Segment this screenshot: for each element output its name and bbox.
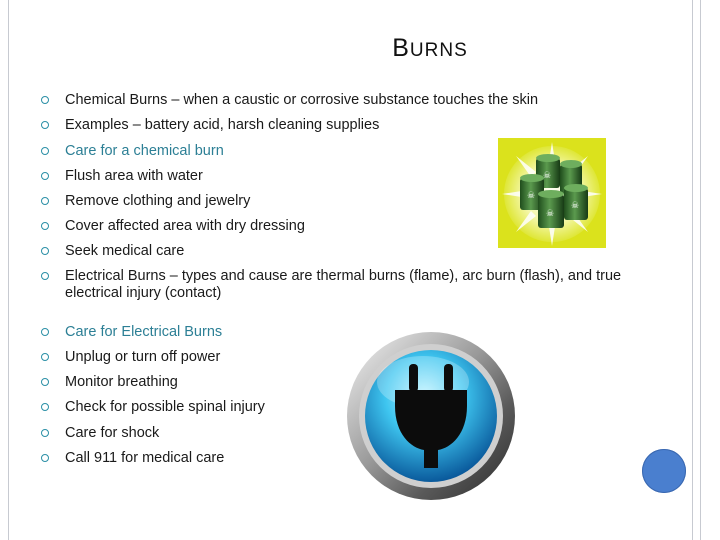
bullet-marker-icon <box>41 121 49 129</box>
bullet-text: Care for a chemical burn <box>65 143 224 159</box>
bullet-marker-icon <box>41 328 49 336</box>
bullet-item <box>41 349 641 366</box>
bullet-item <box>41 324 641 341</box>
frame-line-left <box>8 0 9 540</box>
bullet-item <box>41 117 641 134</box>
bullet-marker-icon <box>41 429 49 437</box>
toxic-barrels-icon <box>498 138 606 248</box>
bullet-text: Care for shock <box>65 425 160 441</box>
bullet-item <box>41 425 641 442</box>
bullet-text: Unplug or turn off power <box>65 349 221 365</box>
corner-decoration-circle <box>642 449 686 493</box>
bullet-marker-icon <box>41 96 49 104</box>
bullet-marker-icon <box>41 403 49 411</box>
bullet-item <box>41 450 641 467</box>
bullet-text: Cover affected area with dry dressing <box>65 218 305 234</box>
bullet-text: Examples – battery acid, harsh cleaning supplies <box>65 117 380 133</box>
bullet-text: Seek medical care <box>65 243 185 259</box>
slide-title <box>0 34 720 63</box>
title-rest: URNS <box>409 40 468 61</box>
svg-text:☠: ☠ <box>571 201 580 211</box>
frame-line-right-outer <box>700 0 701 540</box>
bullet-text: Remove clothing and jewelry <box>65 193 251 209</box>
bullet-marker-icon <box>41 197 49 205</box>
bullet-marker-icon <box>41 353 49 361</box>
bullet-text: Flush area with water <box>65 168 203 184</box>
bullet-item <box>41 268 641 302</box>
bullet-text: Check for possible spinal injury <box>65 399 265 415</box>
bullet-marker-icon <box>41 147 49 155</box>
bullet-marker-icon <box>41 247 49 255</box>
svg-text:☠: ☠ <box>527 191 536 201</box>
bullet-marker-icon <box>41 222 49 230</box>
bullet-text: Call 911 for medical care <box>65 450 225 466</box>
bullet-item <box>41 399 641 416</box>
bullet-text: Chemical Burns – when a caustic or corrosive substance touches the skin <box>65 92 539 108</box>
svg-text:☠: ☠ <box>546 209 555 219</box>
bullet-marker-icon <box>41 454 49 462</box>
bullet-item <box>41 374 641 391</box>
bullet-marker-icon <box>41 272 49 280</box>
frame-line-right-inner <box>692 0 693 540</box>
bullet-text: Electrical Burns – types and cause are thermal burns (flame), arc burn (flash), and true electrical injury (contact) <box>65 268 622 301</box>
bullet-item <box>41 92 641 109</box>
bullet-text: Monitor breathing <box>65 374 178 390</box>
bullet-text: Care for Electrical Burns <box>65 324 223 340</box>
svg-text:☠: ☠ <box>543 171 552 181</box>
title-first-letter: B <box>392 34 410 62</box>
power-plug-icon <box>343 330 519 502</box>
bullet-marker-icon <box>41 172 49 180</box>
bullet-marker-icon <box>41 378 49 386</box>
